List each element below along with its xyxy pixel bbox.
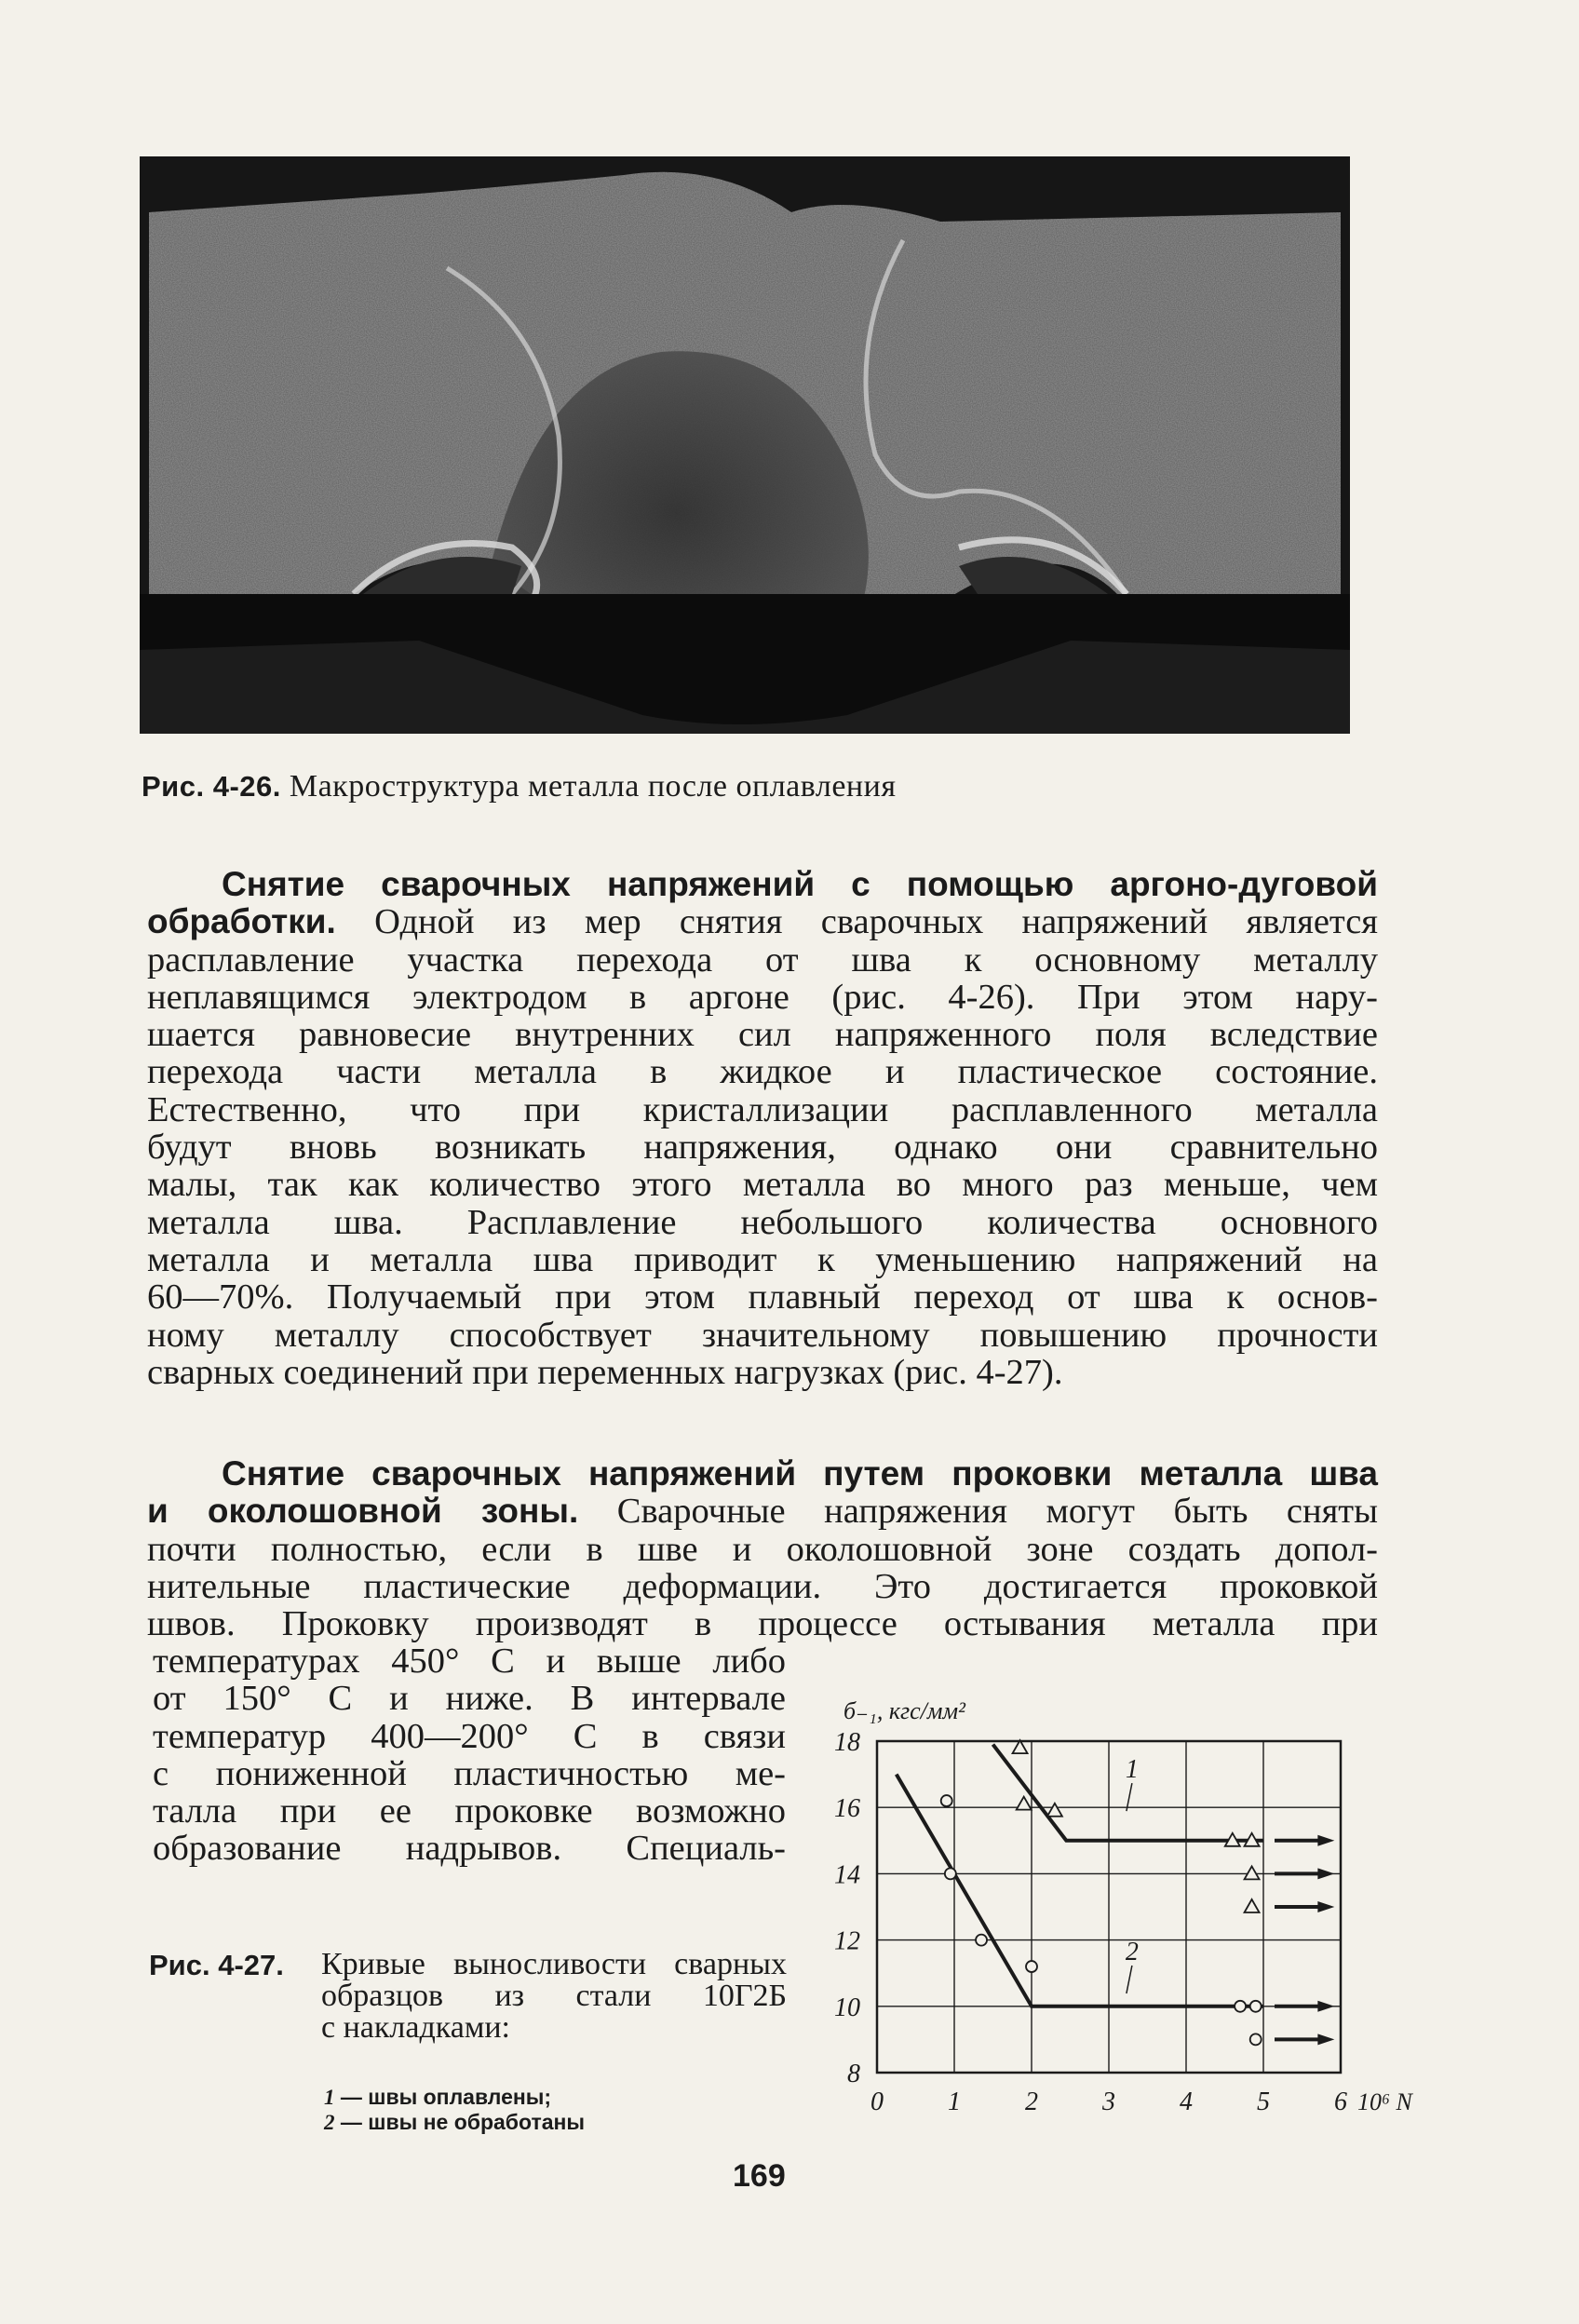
section-peening — [147, 1455, 1378, 1642]
page-number: 169 — [733, 2158, 786, 2194]
section2-line — [147, 1493, 1378, 1530]
section2-narrow-line: с пониженной пластичностью ме- — [153, 1753, 786, 1793]
section2-line: швов. Проковку производят в процессе остывания металла при — [147, 1604, 1378, 1644]
x-tick-label: 0 — [870, 2088, 884, 2116]
data-point-triangle — [1047, 1804, 1062, 1817]
section1-line: сварных соединений при переменных нагрузках (рис. 4-27). — [147, 1352, 1063, 1392]
section1-line: шается равновесие внутренних сил напряженного поля вследствие — [147, 1015, 1378, 1055]
runout-arrow-head — [1317, 1901, 1334, 1912]
section1-heading-line — [147, 866, 1378, 903]
section1-line: будут вновь возникать напряжения, однако они сравнительно — [147, 1128, 1378, 1168]
data-point-triangle — [1245, 1899, 1260, 1912]
section2-heading-line — [147, 1455, 1378, 1493]
y-tick-label: 14 — [834, 1860, 860, 1890]
section1-line: перехода части металла в жидкое и пластическое состояние. — [147, 1052, 1378, 1092]
x-tick-label: 1 — [948, 2088, 961, 2116]
section1-line: неплавящимся электродом в аргоне (рис. 4-26). При этом нару- — [147, 977, 1378, 1017]
data-point-triangle — [1017, 1797, 1032, 1810]
data-point-circle — [976, 1935, 987, 1946]
section2-line: нительные пластические деформации. Это достигается проковкой — [147, 1566, 1378, 1606]
legend-text: — швы не обработаны — [340, 2110, 586, 2134]
figure-4-27-caption-line: с накладками: — [321, 2010, 511, 2045]
figure-4-27-caption-body — [321, 1949, 787, 2044]
legend-number: 2 — [324, 2111, 335, 2134]
x-tick-label: 2 — [1025, 2088, 1038, 2116]
section2-line2-rest: Сварочные напряжения могут быть сняты — [616, 1492, 1378, 1532]
chart-grid — [877, 1741, 1341, 2073]
macrostructure-photo — [140, 156, 1350, 734]
section1-line: расплавление участка перехода от шва к основному металлу — [147, 939, 1378, 980]
series-label-leader — [1127, 1966, 1132, 1993]
section2-narrow-line: температур 400—200° С в связи — [153, 1716, 786, 1756]
y-tick-label: 12 — [834, 1926, 860, 1956]
section1-heading-part2: обработки. — [147, 902, 336, 941]
runout-arrow-head — [1317, 2001, 1334, 2012]
data-point-triangle — [1245, 1866, 1260, 1879]
x-axis-label: 10⁶ N — [1357, 2088, 1412, 2115]
figure-4-27-legend — [324, 2085, 585, 2135]
series-label-1: 1 — [1125, 1755, 1139, 1785]
y-tick-label: 10 — [834, 1993, 860, 2022]
x-tick-label: 3 — [1102, 2088, 1115, 2116]
fatigue-curve-2 — [897, 1775, 1263, 2006]
figure-4-26-text: Макроструктура металла после оплавления — [289, 769, 897, 804]
endurance-chart — [810, 1676, 1412, 2116]
figure-4-27-caption — [149, 1947, 791, 2045]
chart-points — [941, 1740, 1335, 2045]
figure-4-26-label: Рис. 4-26. — [142, 770, 281, 803]
section2-narrow-line: от 150° С и ниже. В интервале — [153, 1679, 786, 1719]
data-point-circle — [941, 1795, 952, 1806]
section2-narrow-line: температурах 450° С и выше либо — [153, 1642, 786, 1681]
data-point-circle — [1250, 2001, 1262, 2012]
data-point-circle — [1235, 2001, 1246, 2012]
section-argon-arc-treatment — [147, 866, 1378, 1391]
figure-4-27-caption-line: образцов из стали 10Г2Б — [321, 1979, 787, 2013]
x-tick-label: 6 — [1334, 2088, 1347, 2116]
section2-narrow-line: образование надрывов. Специаль- — [153, 1829, 786, 1869]
section1-line: металла и металла шва приводит к уменьшению напряжений на — [147, 1239, 1378, 1279]
section1-line: 60—70%. Получаемый при этом плавный переход от шва к основ- — [147, 1277, 1378, 1317]
data-point-circle — [945, 1868, 956, 1879]
endurance-chart-svg — [810, 1676, 1412, 2116]
legend-item — [324, 2085, 585, 2110]
figure-4-26-caption — [142, 769, 896, 804]
section2-narrow-line: талла при ее проковке возможно — [153, 1791, 786, 1831]
figure-4-27-label: Рис. 4-27. — [149, 1949, 284, 1981]
legend-number: 1 — [324, 2086, 335, 2109]
section1-heading-part1: Снятие сварочных напряжений с помощью аргоно-дуговой — [222, 865, 1378, 903]
section1-line: ному металлу способствует значительному повышению прочности — [147, 1315, 1378, 1355]
section2-line: почти полностью, если в шве и околошовной зоне создать допол- — [147, 1529, 1378, 1569]
x-tick-label: 4 — [1180, 2088, 1193, 2116]
section2-heading-part2: и околошовной зоны. — [147, 1492, 579, 1531]
runout-arrow-head — [1317, 1868, 1334, 1879]
runout-arrow-head — [1317, 2034, 1334, 2045]
data-point-circle — [1250, 2034, 1262, 2045]
section1-line: металла шва. Расплавление небольшого количества основного — [147, 1202, 1378, 1242]
figure-4-27-caption-line: Кривые выносливости сварных — [321, 1947, 787, 1981]
legend-text: — швы оплавлены; — [340, 2085, 552, 2109]
y-tick-label: 8 — [847, 2060, 860, 2088]
series-label-2: 2 — [1125, 1937, 1139, 1966]
data-point-circle — [1026, 1961, 1037, 1972]
legend-item — [324, 2110, 585, 2135]
section1-line: Естественно, что при кристаллизации расплавленного металла — [147, 1089, 1378, 1129]
section1-line2-rest: Одной из мер снятия сварочных напряжений является — [374, 902, 1379, 942]
x-tick-label: 5 — [1257, 2088, 1270, 2116]
section2-heading-part1: Снятие сварочных напряжений путем проковки металла шва — [222, 1454, 1378, 1493]
section1-line — [147, 903, 1378, 940]
runout-arrow-head — [1317, 1835, 1334, 1846]
section2-narrow-text — [153, 1642, 786, 1868]
y-tick-label: 16 — [834, 1794, 860, 1824]
section1-line: малы, так как количество этого металла во много раз меньше, чем — [147, 1165, 1378, 1205]
y-tick-label: 18 — [834, 1728, 860, 1757]
y-axis-label: б₋₁, кгс/мм² — [843, 1697, 965, 1724]
